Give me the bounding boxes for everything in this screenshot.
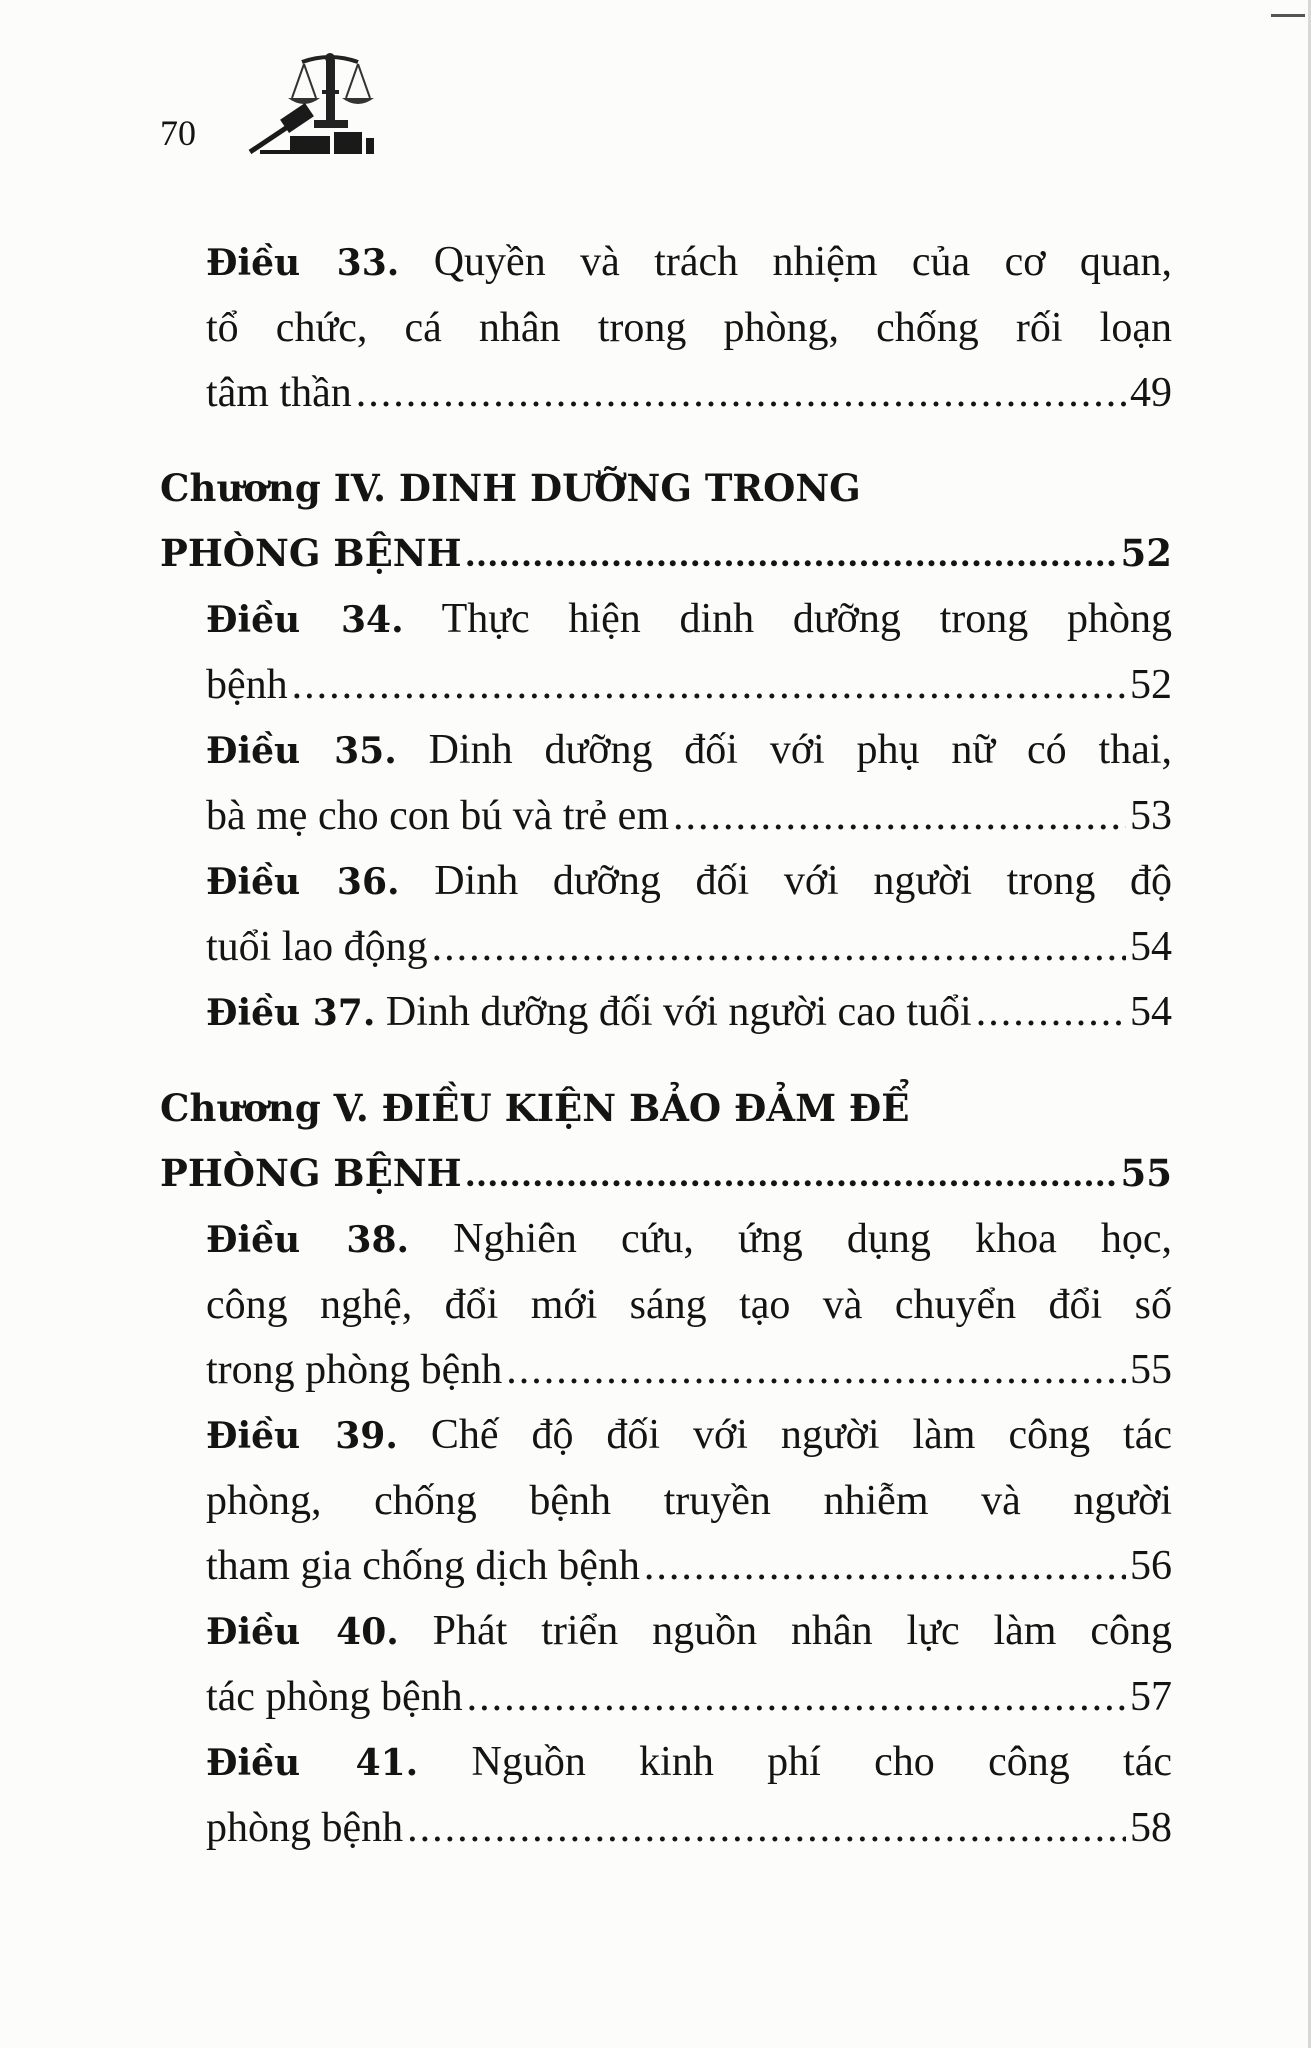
chapter-title-end: PHÒNG BỆNH — [160, 531, 462, 575]
page-ref: 49 — [1130, 370, 1172, 416]
toc-entry-line: công nghệ, đổi mới sáng tạo và chuyển đổi số — [206, 1282, 1172, 1328]
page-ref: 53 — [1130, 793, 1172, 839]
toc-entry-article-34[interactable] — [206, 587, 1172, 718]
page-ref: 55 — [1130, 1347, 1172, 1393]
toc-entry-line — [206, 1403, 1172, 1469]
toc-entry-line — [206, 361, 1172, 426]
scales-of-justice-gavel-icon — [230, 52, 400, 157]
article-label: Điều 40. — [206, 1611, 399, 1653]
page-ref: 56 — [1130, 1543, 1172, 1589]
article-title: Nghiên cứu, ứng dụng khoa học, — [453, 1216, 1173, 1262]
toc-entry-line — [206, 1665, 1172, 1730]
article-title: Chế độ đối với người làm công tác — [430, 1412, 1173, 1458]
article-label: Điều 36. — [206, 861, 400, 903]
article-title-end: bệnh — [206, 662, 288, 708]
article-title-end: tuổi lao động — [206, 924, 428, 970]
article-title: Thực hiện dinh dưỡng trong phòng — [441, 596, 1172, 642]
scan-mark — [1271, 14, 1305, 17]
article-title — [206, 980, 972, 1046]
toc-entry-line — [206, 784, 1172, 849]
page-ref: 57 — [1130, 1674, 1172, 1720]
article-title: Nguồn kinh phí cho công tác — [471, 1739, 1173, 1785]
article-title-end: tác phòng bệnh — [206, 1674, 463, 1720]
toc-entry-article-38[interactable] — [206, 1207, 1172, 1403]
dot-leader — [356, 361, 1126, 426]
chapter-title: Chương V. ĐIỀU KIỆN BẢO ĐẢM ĐỂ — [160, 1086, 910, 1130]
page-header — [160, 52, 460, 162]
dot-leader — [506, 1338, 1126, 1403]
toc-entry-article-39[interactable] — [206, 1403, 1172, 1599]
page-ref: 54 — [1130, 924, 1172, 970]
toc-entry-line — [206, 1534, 1172, 1599]
table-of-contents — [160, 230, 1172, 1861]
toc-entry-line: phòng, chống bệnh truyền nhiễm và người — [206, 1478, 1172, 1524]
toc-entry-line — [206, 653, 1172, 718]
article-label: Điều 38. — [206, 1219, 410, 1261]
page-ref: 52 — [1130, 662, 1172, 708]
page-number: 70 — [160, 113, 196, 153]
article-label: Điều 41. — [206, 1742, 419, 1784]
article-title: Phát triển nguồn nhân lực làm công — [432, 1608, 1172, 1654]
article-title: Dinh dưỡng đối với phụ nữ có thai, — [428, 727, 1173, 773]
toc-entry-article-35[interactable] — [206, 718, 1172, 849]
page-ref: 58 — [1130, 1805, 1172, 1851]
dot-leader — [976, 980, 1126, 1045]
toc-entry-line — [206, 849, 1172, 915]
toc-entry-line — [206, 718, 1172, 784]
article-title-end: trong phòng bệnh — [206, 1347, 503, 1393]
toc-entry-line — [206, 587, 1172, 653]
dot-leader — [432, 915, 1126, 980]
article-label: Điều 35. — [206, 730, 397, 772]
article-title: Dinh dưỡng đối với người trong độ — [434, 858, 1172, 904]
toc-entry-line — [206, 1207, 1172, 1273]
toc-entry-chapter-4[interactable] — [160, 456, 1172, 587]
toc-entry-article-33[interactable] — [206, 230, 1172, 426]
page-ref: 54 — [1130, 989, 1172, 1035]
dot-leader — [407, 1796, 1126, 1861]
dot-leader — [644, 1534, 1126, 1599]
page-ref: 55 — [1120, 1151, 1172, 1195]
article-title-end: bà mẹ cho con bú và trẻ em — [206, 793, 669, 839]
chapter-title: Chương IV. DINH DƯỠNG TRONG — [160, 466, 861, 510]
article-label: Điều 39. — [206, 1415, 398, 1457]
toc-entry-chapter-5[interactable] — [160, 1076, 1172, 1207]
dot-leader — [466, 522, 1117, 587]
toc-entry-line — [206, 230, 1172, 296]
toc-entry-article-41[interactable] — [206, 1730, 1172, 1861]
article-label: Điều 34. — [206, 599, 404, 641]
article-title-end: tâm thần — [206, 370, 352, 416]
toc-entry-line — [160, 1141, 1172, 1207]
toc-entry-article-36[interactable] — [206, 849, 1172, 980]
article-label: Điều 33. — [206, 242, 400, 284]
article-label: Điều 37. — [206, 992, 376, 1034]
dot-leader — [467, 1665, 1126, 1730]
page-ref: 52 — [1120, 531, 1172, 575]
article-title-text: Dinh dưỡng đối với người cao tuổi — [385, 989, 972, 1035]
toc-entry-line — [206, 1599, 1172, 1665]
toc-entry-line: tổ chức, cá nhân trong phòng, chống rối loạn — [206, 305, 1172, 351]
dot-leader — [466, 1142, 1117, 1207]
dot-leader — [292, 653, 1126, 718]
article-title: Quyền và trách nhiệm của cơ quan, — [433, 239, 1172, 285]
article-title-end: phòng bệnh — [206, 1805, 404, 1851]
toc-entry-line — [206, 980, 1172, 1046]
toc-entry-line — [206, 1338, 1172, 1403]
toc-entry-line — [206, 1730, 1172, 1796]
chapter-title-end: PHÒNG BỆNH — [160, 1151, 462, 1195]
toc-entry-article-40[interactable] — [206, 1599, 1172, 1730]
dot-leader — [673, 784, 1126, 849]
toc-entry-line — [160, 521, 1172, 587]
article-title-end: tham gia chống dịch bệnh — [206, 1543, 640, 1589]
toc-entry-article-37[interactable] — [206, 980, 1172, 1046]
toc-entry-line — [206, 1796, 1172, 1861]
toc-entry-line — [206, 915, 1172, 980]
